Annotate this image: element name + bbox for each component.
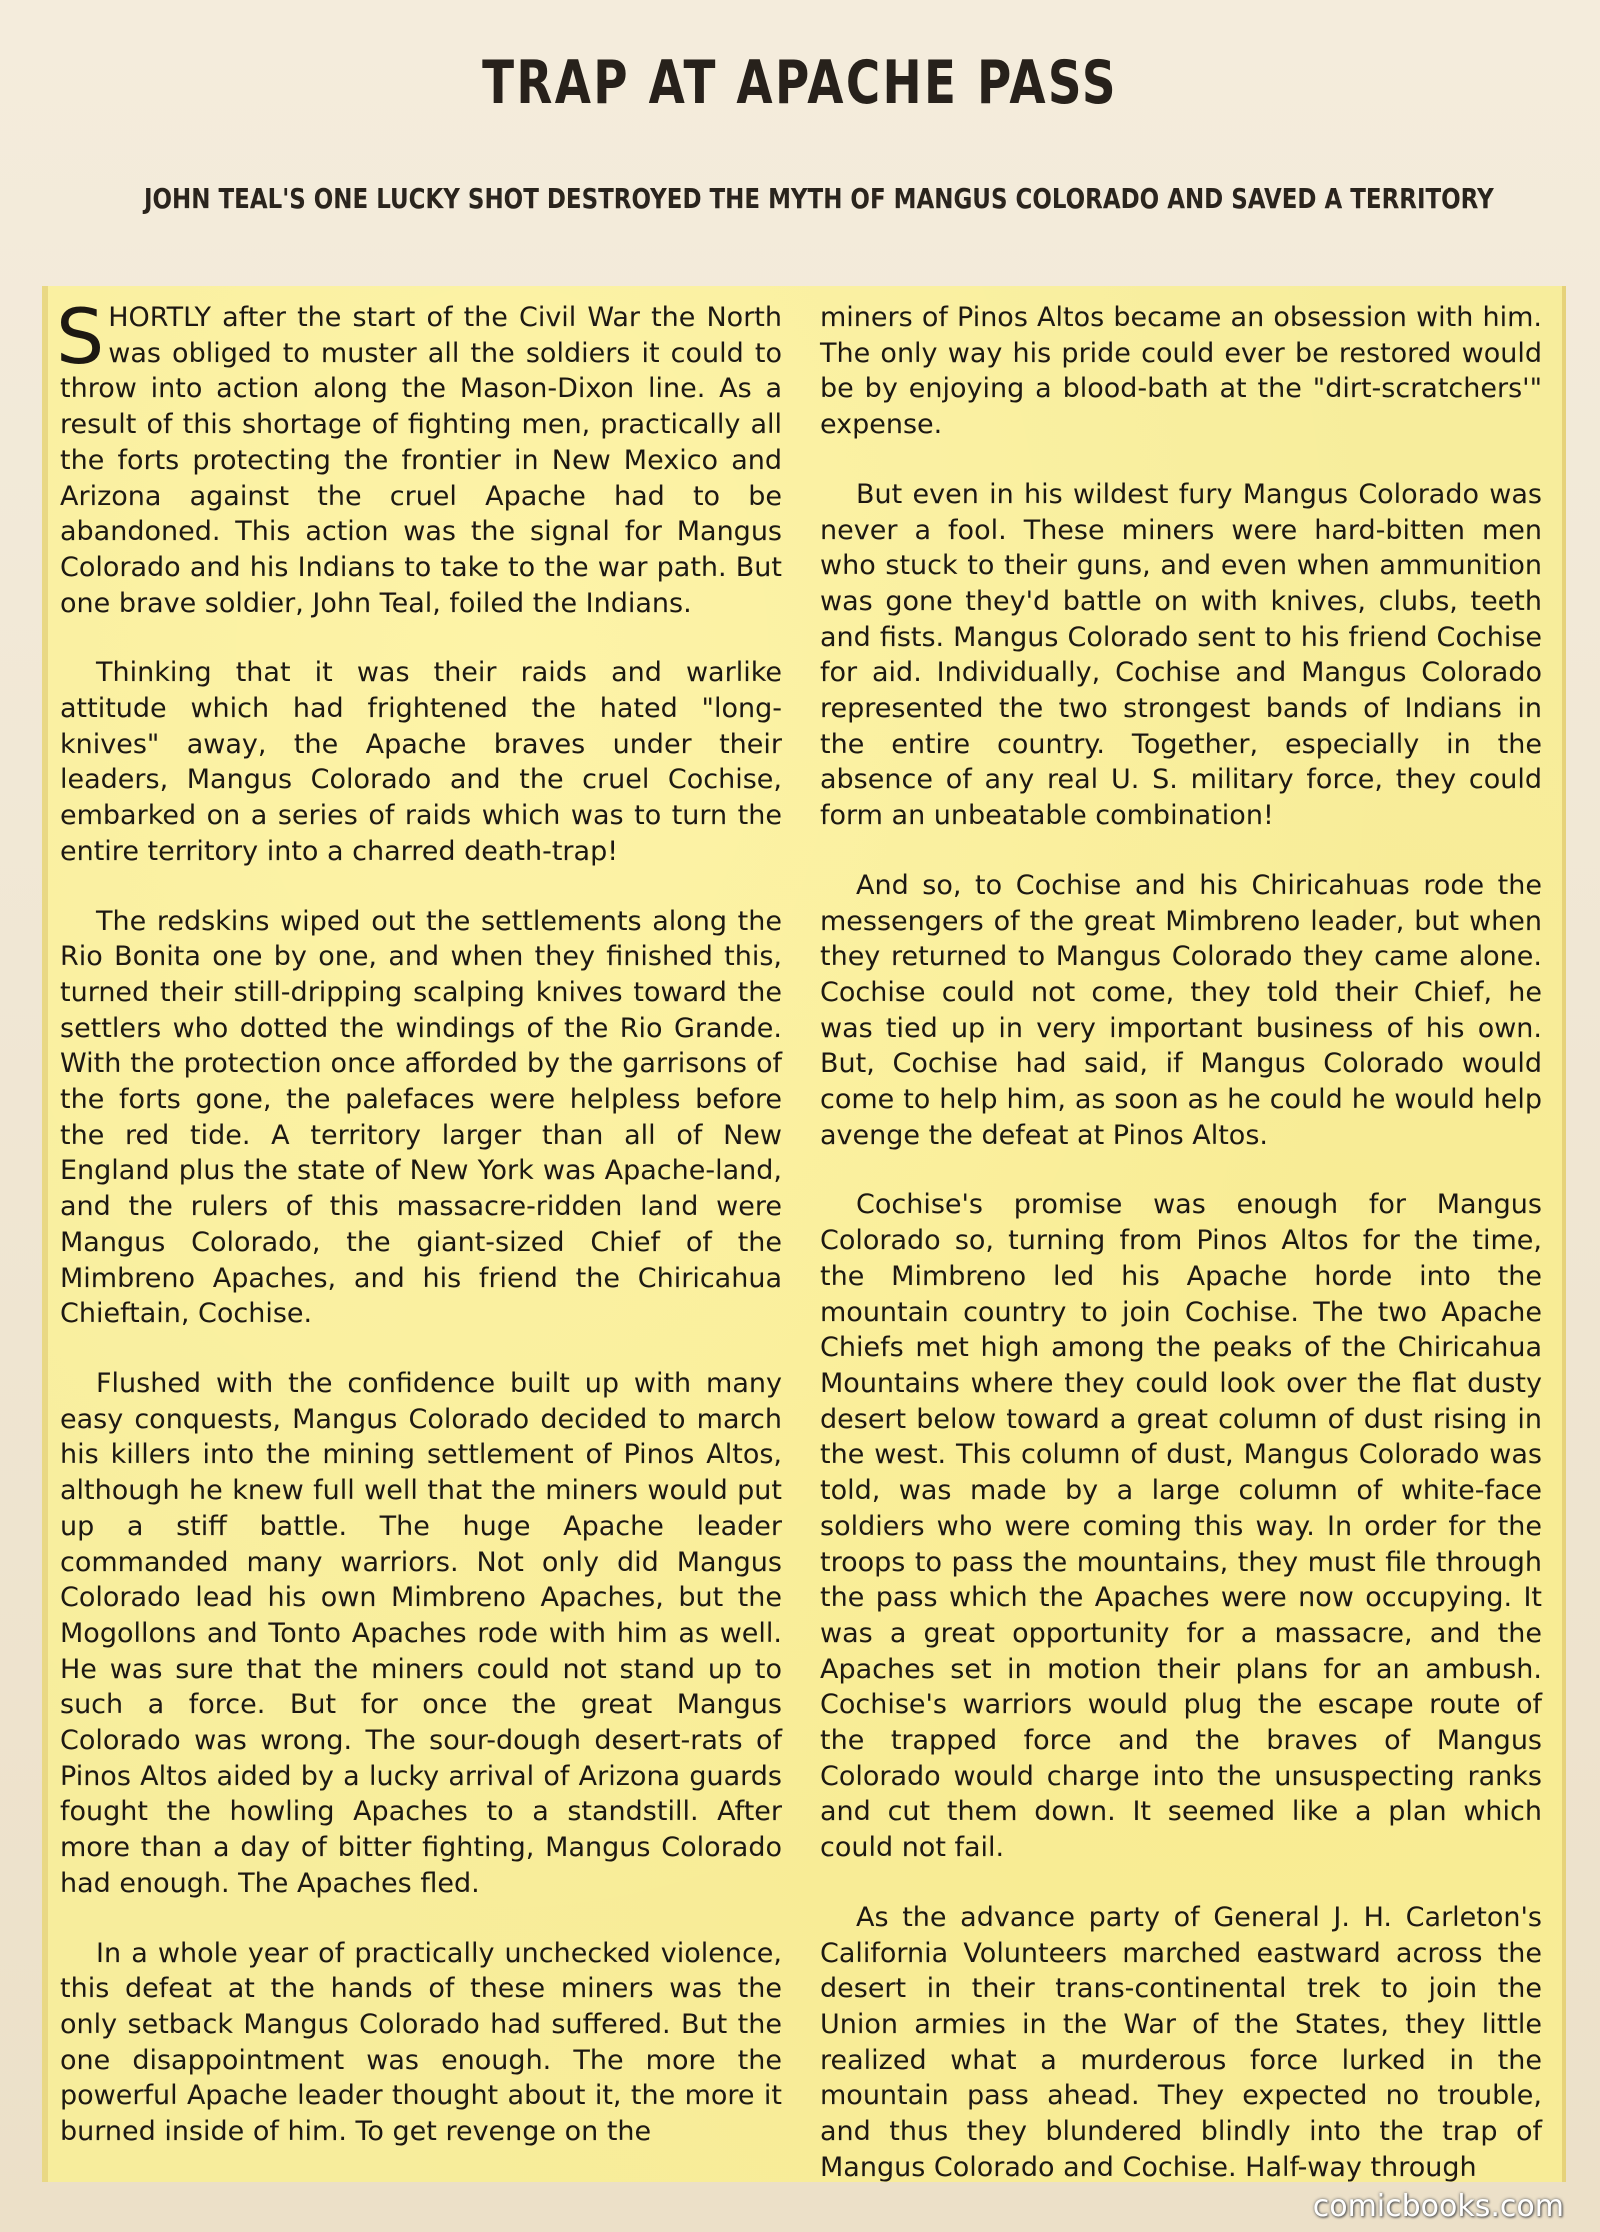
page-subtitle: JOHN TEAL'S ONE LUCKY SHOT DESTROYED THE MYTH OF MANGUS COLORADO AND SAVED A TERRITORY	[144, 182, 1494, 215]
left-column	[56, 292, 782, 2184]
drop-cap: S	[56, 292, 105, 381]
paragraph: And so, to Cochise and his Chiricahuas rode the messengers of the great Mimbreno leader, but when they returned to Mangus Colorado they came alone. Cochise could not come, they told their Chief, he was tied up in very important business of his own. But, Cochise had said, if Mangus Colorado would come to help him, as soon as he could he would help avenge the defeat at Pinos Altos.	[820, 869, 1542, 1151]
paragraph: Flushed with the confidence built up with many easy conquests, Mangus Colorado decided to march his killers into the mining settlement of Pinos Altos, although he knew full well that the miners would put up a stiff battle. The huge Apache leader commanded many warriors. Not only did Mangus Colorado lead his own Mimbreno Apaches, but the Mogollons and Tonto Apaches rode with him as well. He was sure that the miners could not stand up to such a force. But for once the great Mangus Colorado was wrong. The sour-dough desert-rats of Pinos Altos aided by a lucky arrival of Arizona guards fought the howling Apaches to a standstill. After more than a day of bitter fighting, Mangus Colorado had enough. The Apaches fled.	[60, 1367, 782, 1899]
watermark: comicbooks.com	[1312, 2189, 1564, 2224]
text-panel	[42, 286, 1566, 2182]
paragraph: SHORTLY after the start of the Civil War the North was obliged to muster all the soldiers it could to throw into action along the Mason-Dixon line. As a result of this shortage of fighting men, practically all the forts protecting the frontier in New Mexico and Arizona against the cruel Apache had to be abandoned. This action was the signal for Mangus Colorado and his Indians to take to the war path. But one brave soldier, John Teal, foiled the Indians.	[56, 292, 782, 619]
paragraph: miners of Pinos Altos became an obsession with him. The only way his pride could ever be restored would be by enjoying a blood-bath at the "dirt-scratchers'" expense.	[820, 302, 1542, 441]
paragraph: But even in his wildest fury Mangus Colorado was never a fool. These miners were hard-bitten men who stuck to their guns, and even when ammunition was gone they'd battle on with knives, clubs, teeth and fists. Mangus Colorado sent to his friend Cochise for aid. Individually, Cochise and Mangus Colorado represented the two strongest bands of Indians in the entire country. Together, especially in the absence of any real U. S. military force, they could form an unbeatable combination!	[820, 478, 1542, 832]
paragraph: In a whole year of practically unchecked violence, this defeat at the hands of these miners was the only setback Mangus Colorado had suffered. But the one disappointment was enough. The more the powerful Apache leader thought about it, the more it burned inside of him. To get revenge on the	[60, 1937, 782, 2148]
right-column	[820, 300, 1542, 2219]
paragraph: The redskins wiped out the settlements along the Rio Bonita one by one, and when they finished this, turned their still-dripping scalping knives toward the settlers who dotted the windings of the Rio Grande. With the protection once afforded by the garrisons of the forts gone, the palefaces were helpless before the red tide. A territory larger than all of New England plus the state of New York was Apache-land, and the rulers of this massacre-ridden land were Mangus Colorado, the giant-sized Chief of the Mimbreno Apaches, and his friend the Chiricahua Chieftain, Cochise.	[60, 905, 782, 1330]
paragraph: Cochise's promise was enough for Mangus Colorado so, turning from Pinos Altos for the time, the Mimbreno led his Apache horde into the mountain country to join Cochise. The two Apache Chiefs met high among the peaks of the Chiricahua Mountains where they could look over the flat dusty desert below toward a great column of dust rising in the west. This column of dust, Mangus Colorado was told, was made by a large column of white-face soldiers who were coming this way. In order for the troops to pass the mountains, they must file through the pass which the Apaches were now occupying. It was a great opportunity for a massacre, and the Apaches set in motion their plans for an ambush. Cochise's warriors would plug the escape route of the trapped force and the braves of Mangus Colorado would charge into the unsuspecting ranks and cut them down. It seemed like a plan which could not fail.	[820, 1189, 1542, 1864]
page-title: TRAP AT APACHE PASS	[482, 48, 1118, 118]
paragraph: Thinking that it was their raids and warlike attitude which had frightened the hated "long-knives" away, the Apache braves under their leaders, Mangus Colorado and the cruel Cochise, embarked on a series of raids which was to turn the entire territory into a charred death-trap!	[60, 657, 782, 867]
paragraph: As the advance party of General J. H. Carleton's California Volunteers marched eastward across the desert in their trans-continental trek to join the Union armies in the War of the States, they little realized what a murderous force lurked in the mountain pass ahead. They expected no trouble, and thus they blundered blindly into the trap of Mangus Colorado and Cochise. Half-way through	[820, 1901, 1542, 2183]
